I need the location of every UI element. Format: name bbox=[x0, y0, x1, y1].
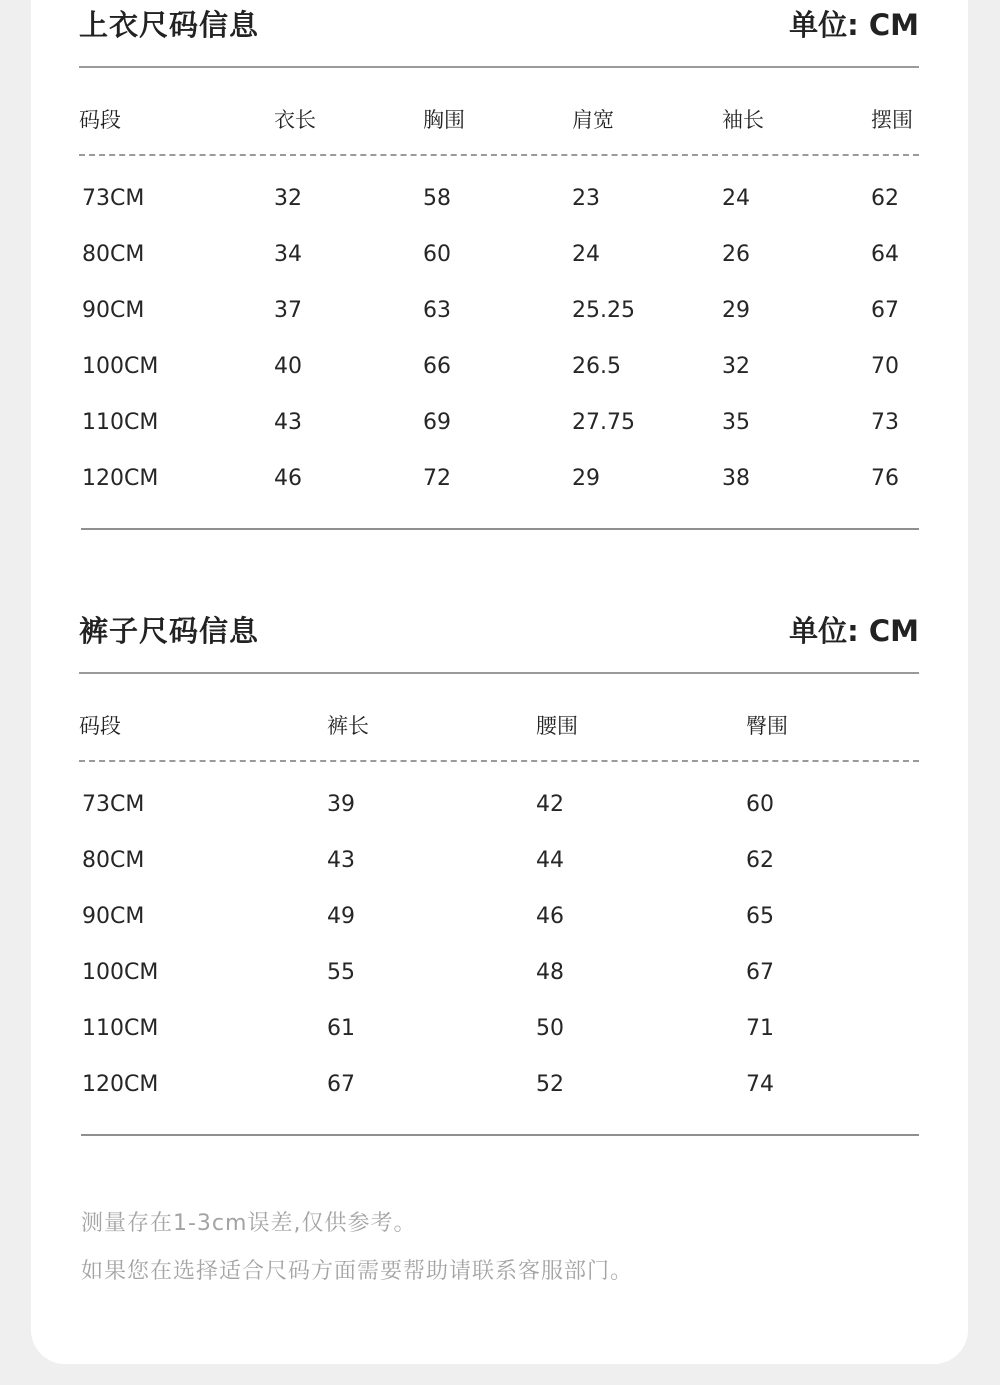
table-row bbox=[79, 1072, 919, 1128]
table-cell: 73CM bbox=[82, 186, 145, 211]
table-cell: 63 bbox=[423, 298, 451, 323]
table-cell: 26 bbox=[722, 242, 750, 267]
table-row bbox=[79, 186, 919, 242]
table-cell: 44 bbox=[536, 848, 564, 873]
table-cell: 80CM bbox=[82, 242, 145, 267]
table-cell: 29 bbox=[722, 298, 750, 323]
table-cell: 73CM bbox=[82, 792, 145, 817]
table-cell: 27.75 bbox=[572, 410, 635, 435]
table-cell: 29 bbox=[572, 466, 600, 491]
table-cell: 69 bbox=[423, 410, 451, 435]
table-cell: 71 bbox=[746, 1016, 774, 1041]
tops-header-sleeve: 袖长 bbox=[722, 108, 764, 132]
table-row bbox=[79, 466, 919, 522]
pants-table-body bbox=[81, 762, 919, 1136]
table-cell: 67 bbox=[746, 960, 774, 985]
pants-section-title: 裤子尺码信息 bbox=[79, 614, 260, 648]
table-cell: 48 bbox=[536, 960, 564, 985]
table-cell: 100CM bbox=[82, 960, 159, 985]
table-cell: 50 bbox=[536, 1016, 564, 1041]
table-cell: 52 bbox=[536, 1072, 564, 1097]
table-cell: 62 bbox=[871, 186, 899, 211]
table-cell: 46 bbox=[536, 904, 564, 929]
tops-header-length: 衣长 bbox=[274, 108, 316, 132]
table-cell: 26.5 bbox=[572, 354, 621, 379]
table-cell: 35 bbox=[722, 410, 750, 435]
pants-size-section bbox=[79, 606, 919, 1136]
tops-header-size: 码段 bbox=[79, 108, 121, 132]
pants-header-hip: 臀围 bbox=[746, 714, 788, 738]
tops-size-section bbox=[79, 0, 919, 530]
table-cell: 70 bbox=[871, 354, 899, 379]
table-cell: 120CM bbox=[82, 1072, 159, 1097]
table-cell: 62 bbox=[746, 848, 774, 873]
table-row bbox=[79, 354, 919, 410]
table-cell: 37 bbox=[274, 298, 302, 323]
table-cell: 34 bbox=[274, 242, 302, 267]
table-cell: 110CM bbox=[82, 1016, 159, 1041]
tops-section-title: 上衣尺码信息 bbox=[79, 8, 260, 42]
measurement-note: 测量存在1-3cm误差,仅供参考。 bbox=[81, 1211, 417, 1236]
table-cell: 24 bbox=[722, 186, 750, 211]
table-cell: 46 bbox=[274, 466, 302, 491]
table-row bbox=[79, 848, 919, 904]
table-cell: 24 bbox=[572, 242, 600, 267]
table-cell: 43 bbox=[274, 410, 302, 435]
tops-column-headers bbox=[79, 68, 919, 156]
table-row bbox=[79, 1016, 919, 1072]
table-cell: 73 bbox=[871, 410, 899, 435]
table-cell: 60 bbox=[423, 242, 451, 267]
table-cell: 58 bbox=[423, 186, 451, 211]
table-cell: 60 bbox=[746, 792, 774, 817]
table-cell: 64 bbox=[871, 242, 899, 267]
pants-section-header bbox=[79, 606, 919, 674]
table-cell: 23 bbox=[572, 186, 600, 211]
table-cell: 43 bbox=[327, 848, 355, 873]
tops-header-chest: 胸围 bbox=[423, 108, 465, 132]
table-row bbox=[79, 242, 919, 298]
table-row bbox=[79, 298, 919, 354]
table-cell: 67 bbox=[871, 298, 899, 323]
table-cell: 120CM bbox=[82, 466, 159, 491]
table-cell: 110CM bbox=[82, 410, 159, 435]
table-cell: 39 bbox=[327, 792, 355, 817]
table-cell: 72 bbox=[423, 466, 451, 491]
table-cell: 42 bbox=[536, 792, 564, 817]
tops-header-hem: 摆围 bbox=[871, 108, 913, 132]
pants-unit-label: 单位: CM bbox=[789, 614, 919, 648]
table-cell: 32 bbox=[722, 354, 750, 379]
table-cell: 100CM bbox=[82, 354, 159, 379]
tops-table-body bbox=[81, 156, 919, 530]
table-cell: 67 bbox=[327, 1072, 355, 1097]
table-cell: 66 bbox=[423, 354, 451, 379]
table-row bbox=[79, 960, 919, 1016]
table-cell: 61 bbox=[327, 1016, 355, 1041]
table-cell: 90CM bbox=[82, 904, 145, 929]
table-cell: 38 bbox=[722, 466, 750, 491]
pants-column-headers bbox=[79, 674, 919, 762]
pants-header-waist: 腰围 bbox=[536, 714, 578, 738]
table-cell: 55 bbox=[327, 960, 355, 985]
table-cell: 25.25 bbox=[572, 298, 635, 323]
table-cell: 80CM bbox=[82, 848, 145, 873]
table-cell: 32 bbox=[274, 186, 302, 211]
table-cell: 40 bbox=[274, 354, 302, 379]
table-row bbox=[79, 792, 919, 848]
help-note: 如果您在选择适合尺码方面需要帮助请联系客服部门。 bbox=[81, 1259, 634, 1284]
table-cell: 76 bbox=[871, 466, 899, 491]
table-cell: 90CM bbox=[82, 298, 145, 323]
pants-header-length: 裤长 bbox=[327, 714, 369, 738]
tops-header-shoulder: 肩宽 bbox=[572, 108, 614, 132]
table-cell: 49 bbox=[327, 904, 355, 929]
table-cell: 65 bbox=[746, 904, 774, 929]
tops-unit-label: 单位: CM bbox=[789, 8, 919, 42]
pants-header-size: 码段 bbox=[79, 714, 121, 738]
table-cell: 74 bbox=[746, 1072, 774, 1097]
tops-section-header bbox=[79, 0, 919, 68]
table-row bbox=[79, 904, 919, 960]
table-row bbox=[79, 410, 919, 466]
